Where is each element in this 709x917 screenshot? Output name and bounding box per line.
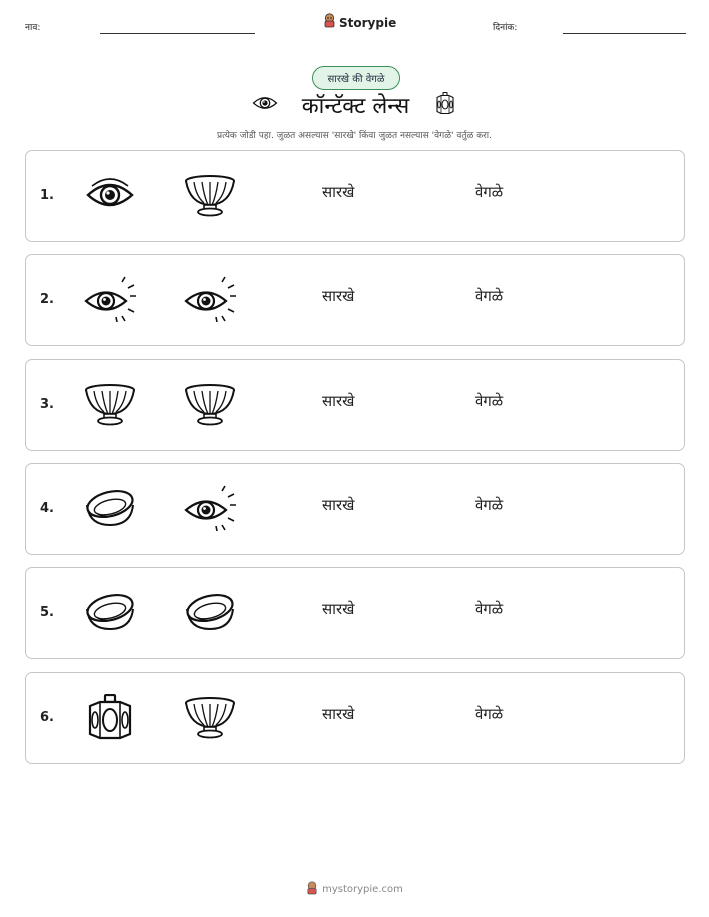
same-option[interactable]: सारखे [322, 600, 355, 619]
instructions: प्रत्येक जोडी पहा. जुळत असल्यास 'सारखे' किंवा जुळत नसल्यास 'वेगळे' वर्तुळ करा. [216, 131, 492, 141]
different-option[interactable]: वेगळे [475, 495, 504, 514]
row-number: 6. [40, 709, 54, 725]
same-option[interactable]: सारखे [322, 287, 355, 306]
bowl-icon [182, 172, 238, 218]
row-number: 1. [40, 188, 54, 203]
different-option[interactable]: वेगळे [475, 704, 504, 723]
different-option[interactable]: वेगळे [475, 391, 504, 410]
name-field[interactable] [100, 33, 255, 34]
contact-lens-icon [182, 589, 238, 635]
exercise-row [25, 254, 685, 346]
exercise-row [25, 359, 685, 451]
eye-icon [82, 172, 138, 218]
exercise-row [25, 567, 685, 659]
worksheet-type-badge: सारखे की वेगळे [312, 66, 400, 90]
row-number: 2. [40, 292, 54, 308]
row-number: 4. [40, 500, 54, 516]
bowl-icon [182, 381, 238, 427]
same-option[interactable]: सारखे [322, 704, 355, 723]
brand-logo [323, 13, 396, 32]
different-option[interactable]: वेगळे [475, 183, 504, 201]
sparkling-eye-icon [182, 276, 238, 322]
lens-case-icon [82, 694, 138, 740]
contact-lens-icon [82, 589, 138, 635]
bowl-icon [82, 381, 138, 427]
lens-case-icon [431, 89, 459, 121]
different-option[interactable]: वेगळे [475, 287, 504, 306]
name-label: नाव: [25, 23, 41, 33]
page-title: कॉन्टॅक्ट लेन्स [301, 94, 410, 119]
date-field[interactable] [563, 33, 686, 34]
row-number: 5. [40, 605, 54, 621]
storypie-mascot-icon [306, 880, 318, 899]
eye-icon [250, 91, 280, 119]
title-row [0, 89, 709, 121]
bowl-icon [182, 694, 238, 740]
brand-name: Storypie [339, 15, 397, 30]
contact-lens-icon [82, 485, 138, 531]
exercise-row [25, 150, 685, 242]
footer-url: mystorypie.com [322, 884, 403, 895]
footer [0, 880, 709, 899]
same-option[interactable]: सारखे [322, 391, 355, 410]
storypie-mascot-icon [323, 13, 336, 32]
sparkling-eye-icon [82, 276, 138, 322]
same-option[interactable]: सारखे [322, 183, 355, 201]
date-label: दिनांक: [493, 23, 518, 33]
exercise-row [25, 463, 685, 555]
exercise-row [25, 672, 685, 764]
row-number: 3. [40, 396, 54, 412]
different-option[interactable]: वेगळे [475, 600, 504, 619]
same-option[interactable]: सारखे [322, 495, 355, 514]
sparkling-eye-icon [182, 485, 238, 531]
